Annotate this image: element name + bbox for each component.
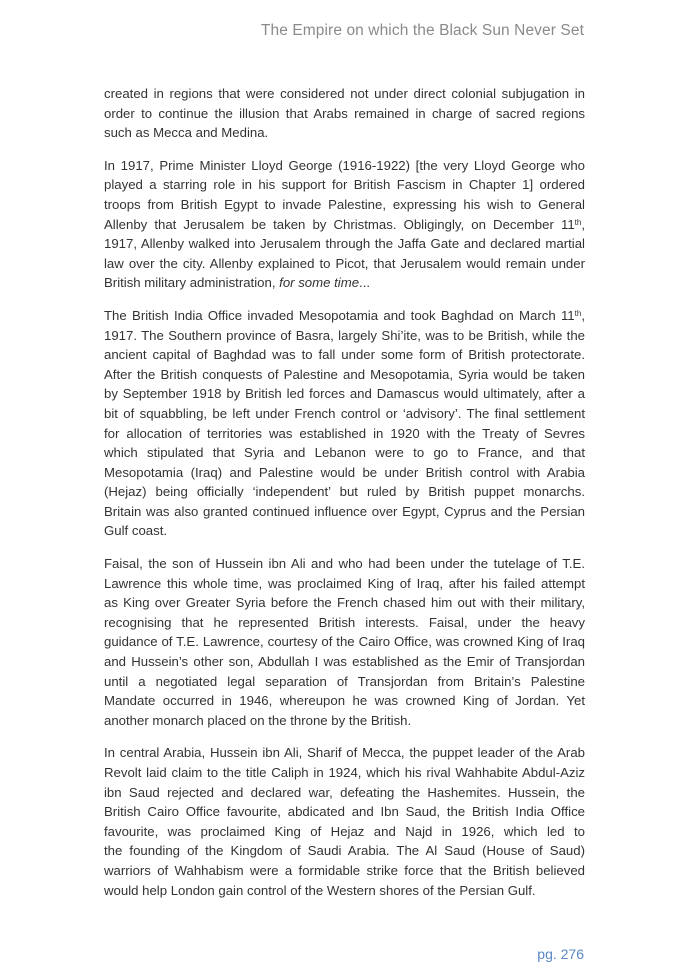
text-line: Faisal, the son of Hussein ibn Ali and who had been under the tutelage of T.E. <box>104 556 585 572</box>
text-line: and Hussein’s other son, Abdullah I was established as the Emir of Transjordan <box>104 654 585 670</box>
page-number: pg. 276 <box>537 946 584 962</box>
paragraph-3 <box>104 306 585 541</box>
text-line: In central Arabia, Hussein ibn Ali, Sharif of Mecca, the puppet leader of the Arab <box>104 745 585 761</box>
text-line: Lawrence this whole time, was proclaimed King of Iraq, after his failed attempt <box>104 575 585 591</box>
text-line: for allocation of territories was established in 1920 with the Treaty of Sevres <box>104 425 585 441</box>
text-run: Allenby that Jerusalem be taken by Christmas. Obligingly, on December 11 <box>104 216 575 232</box>
text-line: law over the city. Allenby explained to Picot, that Jerusalem would remain under <box>104 255 585 271</box>
text-run: ... <box>359 275 371 291</box>
text-line: 1917. The Southern province of Basra, largely Shi’ite, was to be British, while the <box>104 327 585 343</box>
text-line: British Cairo Office favourite, abdicated and Ibn Saud, the British India Office <box>104 804 585 820</box>
text-line: favourite, was proclaimed King of Hejaz and Najd in 1926, which led to <box>104 823 585 839</box>
text-line: until a negotiated legal separation of Transjordan from Britain’s Palestine <box>104 673 585 689</box>
text-line: played a starring role in his support for British Fascism in Chapter 1] ordered <box>104 177 585 193</box>
text-line: by September 1918 by British led forces and Damascus would ultimately, after a <box>104 386 585 402</box>
text-line: Mandate occurred in 1946, whereupon he was crowned King of Jordan. Yet <box>104 693 585 709</box>
text-line: guidance of T.E. Lawrence, courtesy of the Cairo Office, was crowned King of Iraq <box>104 634 585 650</box>
text-line: ancient capital of Baghdad was to fall under some form of British protectorate. <box>104 347 585 363</box>
text-line: Britain was also granted continued influence over Egypt, Cyprus and the Persian <box>104 503 585 519</box>
text-line: another monarch placed on the throne by the British. <box>104 712 412 728</box>
text-run: British military administration, <box>104 275 280 291</box>
text-line: the founding of the Kingdom of Saudi Arabia. The Al Saud (House of Saud) <box>104 843 585 859</box>
text-line: The British India Office invaded Mesopotamia and took Baghdad on March 11th, <box>104 307 585 323</box>
text-line: Revolt laid claim to the title Caliph in 1924, which his rival Wahhabite Abdul-Aziz <box>104 765 585 780</box>
text-line: such as Mecca and Medina. <box>104 125 269 141</box>
text-line: Allenby that Jerusalem be taken by Christmas. Obligingly, on December 11th, <box>104 216 585 232</box>
text-line: 1917, Allenby walked into Jerusalem through the Jaffa Gate and declared martial <box>104 236 585 252</box>
text-line: Gulf coast. <box>104 523 168 539</box>
text-line: created in regions that were considered not under direct colonial subjugation in <box>104 86 585 101</box>
paragraph-2 <box>104 156 585 293</box>
text-line: Mesopotamia (Iraq) and Palestine would be under British control with Arabia <box>104 464 585 480</box>
text-line: In 1917, Prime Minister Lloyd George (1916-1922) [the very Lloyd George who <box>104 157 585 173</box>
text-line: would help London gain control of the Western shores of the Persian Gulf. <box>104 882 536 898</box>
text-line: warriors of Wahhabism were a formidable strike force that the British believed <box>104 862 585 878</box>
paragraph-1 <box>104 84 585 143</box>
text-run: The British India Office invaded Mesopotamia and took Baghdad on March 11 <box>104 307 575 323</box>
text-line: order to continue the illusion that Arabs remained in charge of sacred regions <box>104 105 585 121</box>
text-line: as King over Greater Syria before the French chased him out with their military, <box>104 595 585 611</box>
text-line: recognising that he represented British interests. Faisal, under the heavy <box>104 614 585 630</box>
text-line: troops from British Egypt to invade Palestine, expressing his wish to General <box>104 196 585 212</box>
italic-phrase: for some time <box>279 275 360 291</box>
running-header: The Empire on which the Black Sun Never Set <box>260 22 584 39</box>
text-line: After the British conquests of Palestine and Mesopotamia, Syria would be taken <box>104 366 585 382</box>
ordinal-suffix: th <box>574 217 582 227</box>
body-text <box>104 84 585 913</box>
text-line: which stipulated that Syria and Lebanon were to go to France, and that <box>104 445 585 461</box>
paragraph-4 <box>104 554 585 730</box>
text-line: (Hejaz) being officially ‘independent’ but ruled by British puppet monarchs. <box>104 484 585 500</box>
paragraph-5 <box>104 743 585 900</box>
text-line <box>104 273 585 293</box>
text-line: bit of squabbling, be left under French control or ‘advisory’. The final settlement <box>104 405 585 421</box>
text-line: ibn Saud rejected and declared war, defeating the Hashemites. Hussein, the <box>104 784 585 800</box>
ordinal-suffix: th <box>574 308 582 318</box>
